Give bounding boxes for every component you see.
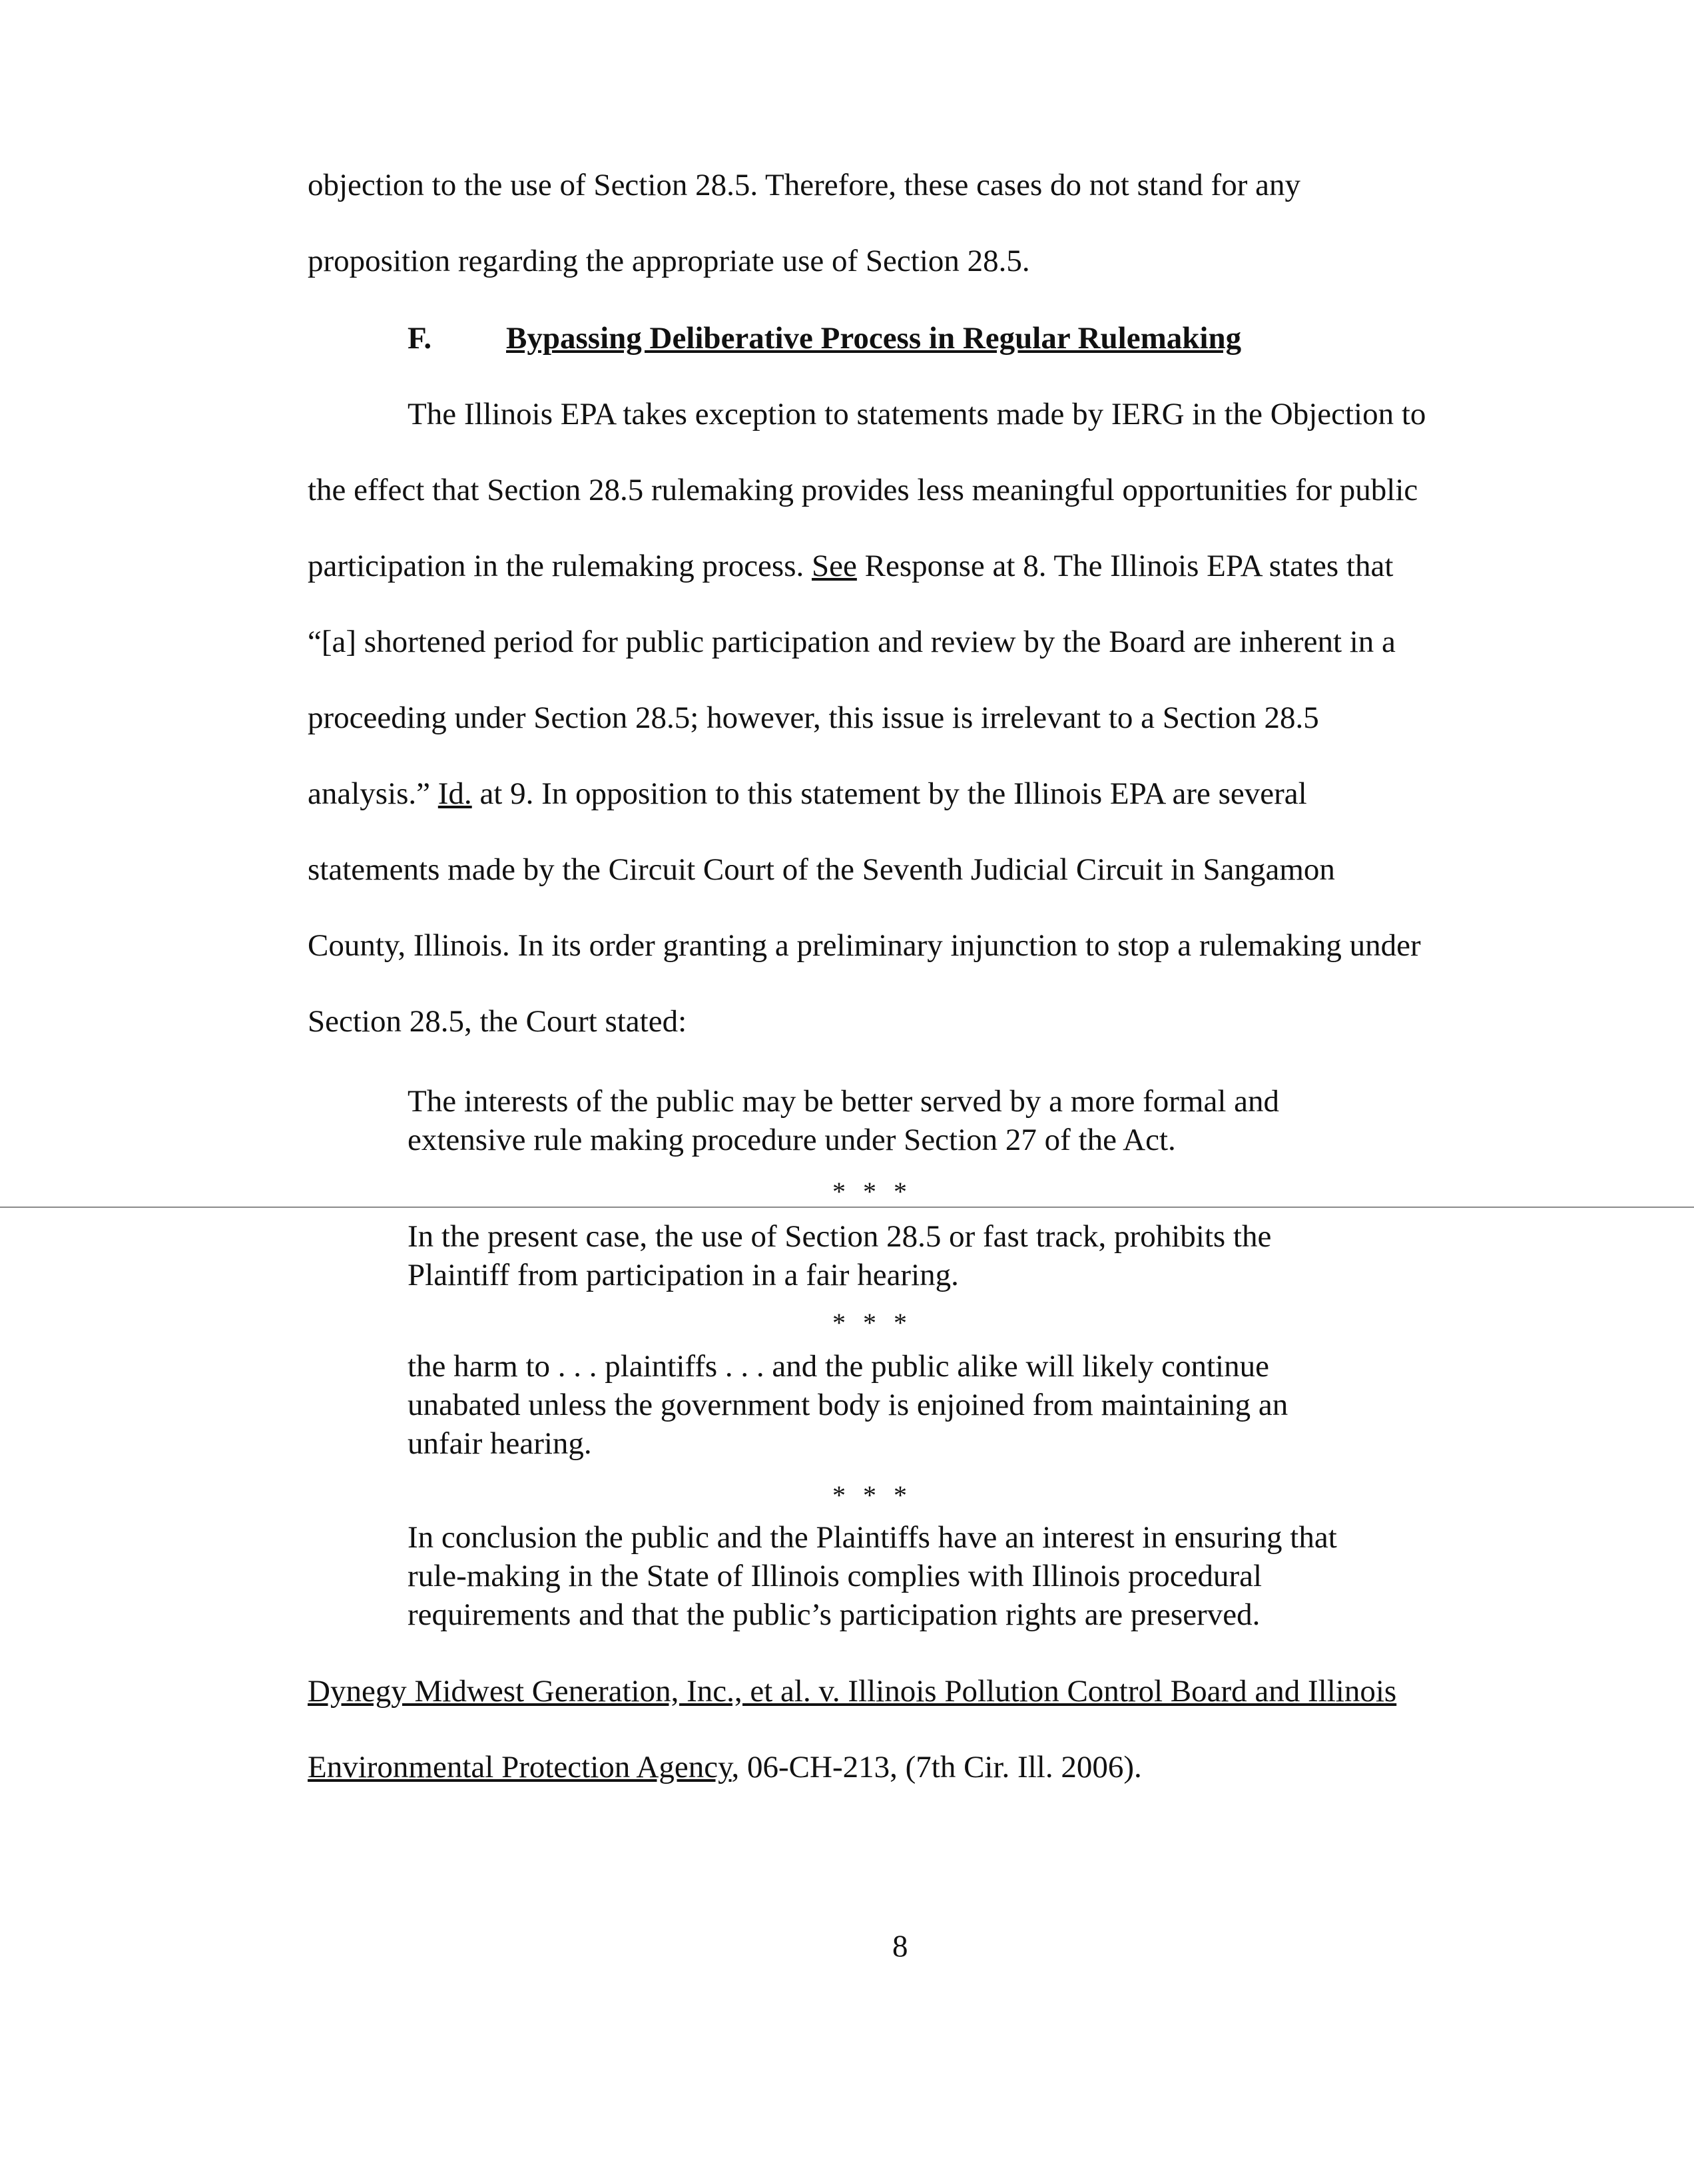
quote4-line1: In conclusion the public and the Plaintiffs have an interest in ensuring that: [408, 1520, 1337, 1555]
para2-line3: [308, 547, 1393, 585]
para2-line1: The Illinois EPA takes exception to statements made by IERG in the Objection to: [408, 397, 1426, 431]
para2-line2: the effect that Section 28.5 rulemaking provides less meaningful opportunities for public: [308, 473, 1418, 507]
para2-line6-before: analysis.”: [308, 776, 438, 811]
para2-line9: Section 28.5, the Court stated:: [308, 1004, 687, 1039]
quote2-line2: Plaintiff from participation in a fair hearing.: [408, 1258, 959, 1292]
ellipsis-separator: * * *: [832, 1308, 912, 1338]
para2-line5: proceeding under Section 28.5; however, this issue is irrelevant to a Section 28.5: [308, 700, 1319, 735]
citation-case-name: Environmental Protection Agency: [308, 1750, 732, 1784]
id-signal: Id.: [437, 776, 472, 811]
citation-line2: [308, 1749, 1142, 1786]
para1-line1: objection to the use of Section 28.5. Therefore, these cases do not stand for any: [308, 168, 1300, 202]
page-scan-divider: [0, 1207, 1694, 1208]
para2-line7: statements made by the Circuit Court of the Seventh Judicial Circuit in Sangamon: [308, 852, 1335, 887]
citation-reporter: , 06-CH-213, (7th Cir. Ill. 2006).: [731, 1750, 1142, 1784]
para2-line3-after: Response at 8. The Illinois EPA states that: [856, 549, 1394, 583]
quote1-line1: The interests of the public may be better served by a more formal and: [408, 1084, 1280, 1119]
quote4-line2: rule-making in the State of Illinois complies with Illinois procedural: [408, 1559, 1263, 1593]
citation-line1: Dynegy Midwest Generation, Inc., et al. v. Illinois Pollution Control Board and Illinois: [308, 1674, 1397, 1709]
para2-line3-before: participation in the rulemaking process.: [308, 549, 812, 583]
section-heading-title: Bypassing Deliberative Process in Regular Rulemaking: [506, 321, 1242, 356]
quote3-line2: unabated unless the government body is enjoined from maintaining an: [408, 1388, 1288, 1422]
quote1-line2: extensive rule making procedure under Section 27 of the Act.: [408, 1123, 1176, 1157]
para2-line4: “[a] shortened period for public participation and review by the Board are inherent in a: [308, 625, 1396, 659]
see-signal: See: [812, 549, 857, 583]
page-number: 8: [892, 1929, 908, 1964]
ellipsis-separator: * * *: [832, 1177, 912, 1207]
quote2-line1: In the present case, the use of Section 28.5 or fast track, prohibits the: [408, 1219, 1272, 1254]
quote3-line1: the harm to . . . plaintiffs . . . and the public alike will likely continue: [408, 1349, 1269, 1384]
para1-line2: proposition regarding the appropriate use of Section 28.5.: [308, 244, 1030, 278]
ellipsis-separator: * * *: [832, 1480, 912, 1510]
quote4-line3: requirements and that the public’s participation rights are preserved.: [408, 1597, 1261, 1632]
para2-line6-after: at 9. In opposition to this statement by the Illinois EPA are several: [471, 776, 1307, 811]
para2-line6: [308, 775, 1307, 812]
section-heading-letter: F.: [408, 321, 432, 356]
para2-line8: County, Illinois. In its order granting a preliminary injunction to stop a rulemaking under: [308, 928, 1421, 963]
quote3-line3: unfair hearing.: [408, 1426, 592, 1461]
